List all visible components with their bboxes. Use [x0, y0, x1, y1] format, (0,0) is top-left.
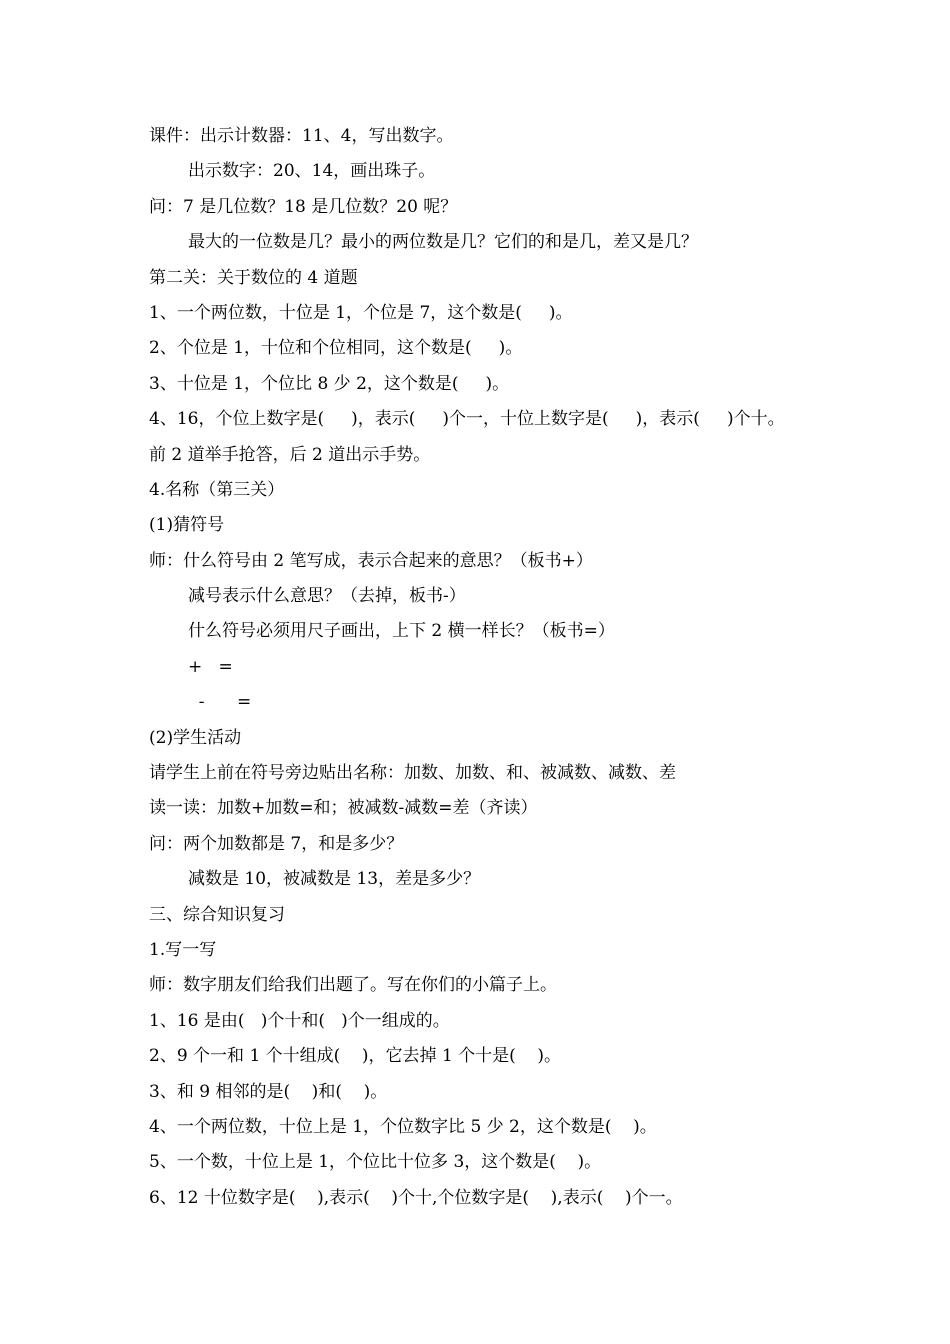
question-line: 1、一个两位数，十位是 1，个位是 7，这个数是( )。 [149, 302, 573, 323]
text-line: 师：什么符号由 2 笔写成，表示合起来的意思？（板书+） [149, 550, 593, 571]
section-heading: 第二关：关于数位的 4 道题 [149, 267, 358, 288]
text-line: 出示数字：20、14，画出珠子。 [188, 161, 436, 182]
symbol-line: - = [188, 692, 252, 713]
subsection-heading: (2)学生活动 [149, 727, 242, 748]
section-heading: 4.名称（第三关） [149, 479, 285, 500]
symbol-line: + = [188, 656, 233, 677]
question-line: 6、12 十位数字是( ),表示( )个十,个位数字是( ),表示( )个一。 [149, 1187, 683, 1208]
text-line: 师：数字朋友们给我们出题了。写在你们的小篇子上。 [149, 975, 557, 996]
question-line: 4、一个两位数，十位上是 1，个位数字比 5 少 2，这个数是( )。 [149, 1116, 657, 1137]
text-line: 减号表示什么意思？（去掉，板书-） [188, 586, 466, 607]
text-line: 最大的一位数是几？最小的两位数是几？它们的和是几，差又是几？ [188, 232, 698, 253]
text-line: 什么符号必须用尺子画出，上下 2 横一样长？（板书=） [188, 621, 615, 642]
subsection-heading: (1)猜符号 [149, 515, 225, 536]
question-line: 2、个位是 1，十位和个位相同，这个数是( )。 [149, 338, 523, 359]
question-line: 1、16 是由( )个十和( )个一组成的。 [149, 1010, 450, 1031]
text-line: 减数是 10，被减数是 13，差是多少？ [188, 869, 481, 890]
question-line: 5、一个数，十位上是 1，个位比十位多 3，这个数是( )。 [149, 1152, 602, 1173]
question-line: 2、9 个一和 1 个十组成( )，它去掉 1 个十是( )。 [149, 1046, 562, 1067]
question-line: 3、和 9 相邻的是( )和( )。 [149, 1081, 388, 1102]
text-line: 读一读：加数+加数=和；被减数-减数=差（齐读） [149, 798, 538, 819]
section-heading: 三、综合知识复习 [149, 904, 285, 925]
text-line: 问：7 是几位数？18 是几位数？20 呢？ [149, 196, 458, 217]
subsection-heading: 1.写一写 [149, 939, 217, 960]
text-line: 课件：出示计数器：11、4，写出数字。 [149, 126, 454, 146]
question-line: 4、16，个位上数字是( )，表示( )个一，十位上数字是( )，表示( )个十。 [149, 409, 785, 430]
text-line: 前 2 道举手抢答，后 2 道出示手势。 [149, 444, 431, 465]
text-line: 请学生上前在符号旁边贴出名称：加数、加数、和、被减数、减数、差 [149, 763, 676, 784]
text-line: 问：两个加数都是 7，和是多少？ [149, 833, 404, 854]
question-line: 3、十位是 1，个位比 8 少 2，这个数是( )。 [149, 373, 510, 394]
document-body [149, 119, 939, 1216]
